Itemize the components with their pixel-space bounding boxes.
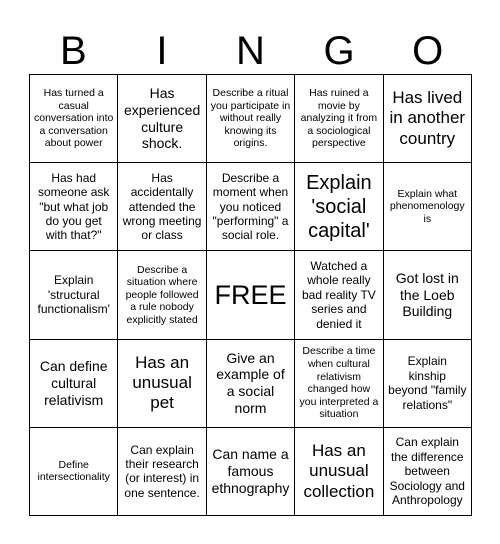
bingo-cell[interactable]: Has lived in another country [384,75,472,163]
bingo-cell[interactable]: Define intersectionality [30,428,118,516]
bingo-cell[interactable]: Has experienced culture shock. [118,75,206,163]
bingo-cell[interactable]: Got lost in the Loeb Building [384,251,472,339]
bingo-cell[interactable]: Explain what phenomenology is [384,163,472,251]
header-letter-g: G [323,29,355,73]
bingo-cell[interactable]: Give an example of a social norm [207,340,295,428]
bingo-cell[interactable]: Has an unusual collection [295,428,383,516]
bingo-cell[interactable]: Has turned a casual conversation into a conversation about power [30,75,118,163]
bingo-board [29,74,472,516]
bingo-cell[interactable]: Has had someone ask "but what job do you get with that?" [30,163,118,251]
bingo-cell[interactable]: Describe a ritual you participate in without really knowing its origins. [207,75,295,163]
header-letter-i: I [156,29,168,73]
bingo-cell[interactable]: Describe a time when cultural relativism changed how you interpreted a situation [295,340,383,428]
free-space-cell[interactable]: FREE [207,251,295,339]
bingo-cell[interactable]: Explain 'structural functionalism' [30,251,118,339]
bingo-cell[interactable]: Can name a famous ethnography [207,428,295,516]
bingo-cell[interactable]: Describe a situation where people followed a rule nobody explicitly stated [118,251,206,339]
bingo-cell[interactable]: Has accidentally attended the wrong meeting or class [118,163,206,251]
bingo-cell[interactable]: Can define cultural relativism [30,340,118,428]
bingo-cell[interactable]: Can explain their research (or interest) in one sentence. [118,428,206,516]
bingo-header [29,28,472,74]
header-letter-n: N [236,29,265,73]
header-letter-b: B [59,29,87,73]
bingo-cell[interactable]: Describe a moment when you noticed "performing" a social role. [207,163,295,251]
bingo-cell[interactable]: Explain 'social capital' [295,163,383,251]
header-letter-o: O [412,29,444,73]
bingo-cell[interactable]: Has an unusual pet [118,340,206,428]
bingo-cell[interactable]: Can explain the difference between Sociology and Anthropology [384,428,472,516]
bingo-cell[interactable]: Explain kinship beyond "family relations" [384,340,472,428]
bingo-cell[interactable]: Watched a whole really bad reality TV series and denied it [295,251,383,339]
bingo-cell[interactable]: Has ruined a movie by analyzing it from a sociological perspective [295,75,383,163]
